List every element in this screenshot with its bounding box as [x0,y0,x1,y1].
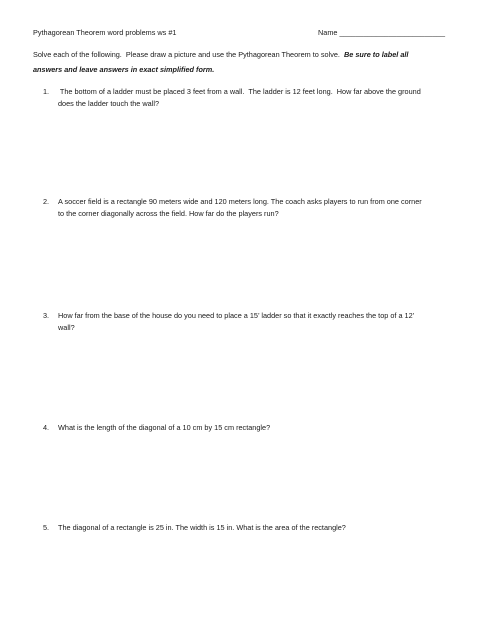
question-text-line-1: A soccer field is a rectangle 90 meters wide and 120 meters long. The coach asks players to run from one corner [58,197,422,206]
instructions-emphasis-2: answers and leave answers in exact simplified form. [33,65,215,74]
question-text-line-1: The bottom of a ladder must be placed 3 feet from a wall. The ladder is 12 feet long. How far above the ground [58,87,421,96]
question-text-line-1: What is the length of the diagonal of a 10 cm by 15 cm rectangle? [58,423,271,432]
name-label: Name [318,28,338,37]
worksheet-title: Pythagorean Theorem word problems ws #1 [33,28,177,37]
question-text-line-1: How far from the base of the house do you need to place a 15’ ladder so that it exactly reaches the top of a 12’ [58,311,415,320]
name-field[interactable] [318,29,445,36]
question-text-line-2: does the ladder touch the wall? [58,99,160,108]
question-number: 5. [43,523,50,532]
question-number: 3. [43,311,50,320]
question-text-line-2: to the corner diagonally across the field. How far do the players run? [58,209,279,218]
instructions-emphasis-1: Be sure to label all [343,50,409,59]
question-number: 1. [43,87,50,96]
instructions-line-1 [33,51,408,58]
question-number: 4. [43,423,50,432]
instructions-text: Solve each of the following. Please draw a picture and use the Pythagorean Theorem to solve. [33,50,344,59]
name-blank-line[interactable]: __________________________ [339,28,446,37]
question-number: 2. [43,197,50,206]
question-text-line-1: The diagonal of a rectangle is 25 in. The width is 15 in. What is the area of the rectangle? [58,523,346,532]
question-text-line-2: wall? [58,323,75,332]
